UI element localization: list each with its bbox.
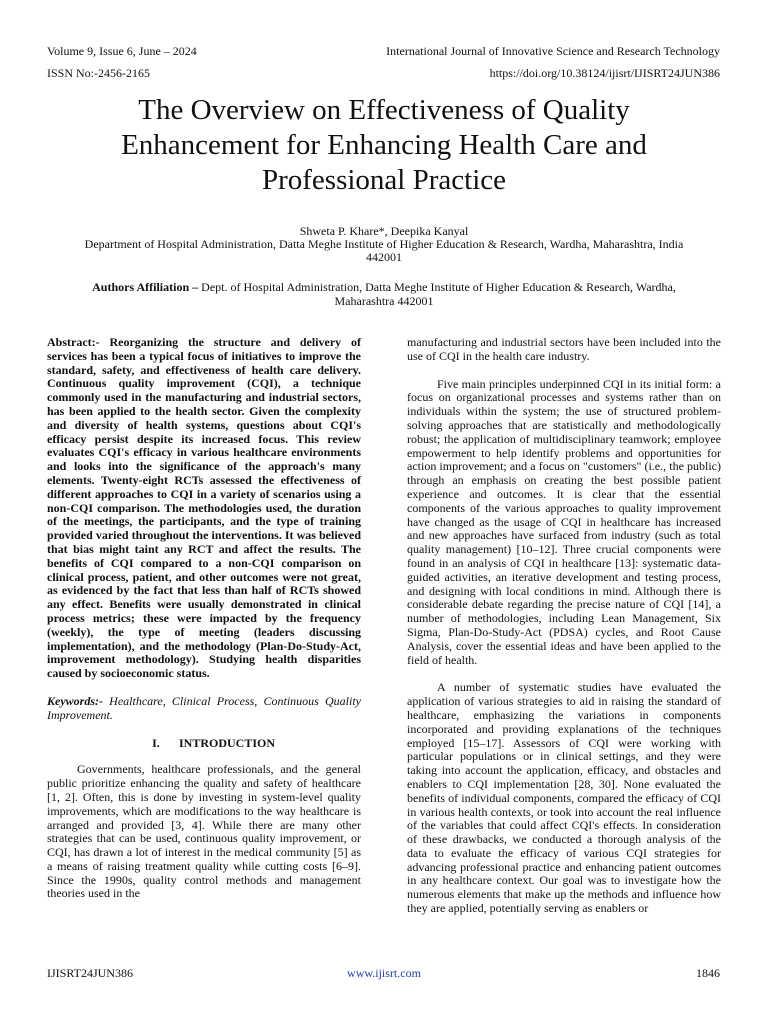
section-heading (47, 737, 361, 751)
abstract: Abstract:- Reorganizing the structure and delivery of services has been a typical focus of initiatives to improve the standard, safety, and effectiveness of health care delivery. Continuous quality improvement (CQI), a technique commonly used in the manufacturing and industrial sectors, has been applied to the health sector. Given the complexity and diversity of health systems, questions about CQI's efficacy persist despite its increased focus. This review evaluates CQI's efficacy in various healthcare environments and looks into the significance of the approach's many elements. Twenty-eight RCTs assessed the effectiveness of different approaches to CQI in a variety of scenarios using a non-CQI comparison. The methodologies used, the duration of the meetings, the participants, and the type of training provided varied throughout the interventions. It was believed that bias might taint any RCT and affect the results. The benefits of CQI compared to a non-CQI comparison on clinical process, patient, and other outcomes were not great, as evidenced by the fact that less than half of RCTs showed any effect. Benefits were usually demonstrated in clinical process metrics; these were impacted by the frequency (weekly), the type of meeting (leaders discussing implementation), and the methodology (Plan-Do-Study-Act, improvement methodology). Studying health disparities caused by socioeconomic status. (47, 335, 361, 681)
intro-paragraph-2: Five main principles underpinned CQI in its initial form: a focus on organizational processes and systems rather than on individuals within the system; the use of structured problem-solving approaches that are statistically and methodologically robust; the application of multidisciplinary teamwork; employee empowerment to help identify problems and opportunities for action improvement; and a focus on "customers" (i.e., the public) through an emphasis on creating the best possible patient experience and outcomes. It is clear that the essential components of the various approaches to quality improvement have changed as the usage of CQI in healthcare has increased and new approaches have surfaced from industry (such as total quality management) [10–12]. Three crucial components were found in an analysis of CQI in healthcare [13]: systematic data-guided activities, an iterative development and testing process, and designing with local conditions in mind. Although there is considerable debate regarding the precise nature of CQI [14], a number of methodologies, including Lean Management, Six Sigma, Plan-Do-Study-Act (PDSA) cycles, and Root Cause Analysis, cover the essential ideas and have been applied to the field of health. (407, 376, 721, 667)
doi-link[interactable]: https://doi.org/10.38124/ijisrt/IJISRT24JUN386 (489, 66, 720, 80)
keywords-text: Healthcare, Clinical Process, Continuous Quality Improvement. (47, 693, 361, 722)
affiliation-line-1 (40, 280, 728, 294)
affiliation-label: Authors Affiliation – (92, 280, 199, 294)
department: Department of Hospital Administration, Datta Meghe Institute of Higher Education & Research, Wardha, Maharashtra, India (84, 237, 684, 251)
keywords-label: Keywords:- (47, 693, 103, 708)
section-number: I. (152, 735, 160, 750)
section-title: INTRODUCTION (178, 735, 275, 750)
intro-paragraph-1-cont: manufacturing and industrial sectors have been included into the use of CQI in the health care industry. (407, 335, 721, 363)
footer-paper-id: IJISRT24JUN386 (47, 966, 133, 980)
page-number: 1846 (696, 966, 720, 980)
footer-website-link[interactable]: www.ijisrt.com (347, 966, 421, 980)
intro-paragraph-3: A number of systematic studies have evaluated the application of various strategies to aid in raising the standard of healthcare, emphasizing the variations in components incorporated and providing explanations of the techniques employed [15–17]. Assessors of CQI were working with particular populations or in clinical settings, and they were taking into account the application, efficacy, and obstacles and enablers to CQI implementation [28, 30]. None evaluated the benefits of individual components, compared the efficacy of CQI in various health contexts, or took into account the real influence of the variables that could affect CQI's effects. In consideration of these drawbacks, we conducted a thorough analysis of the data to evaluate the efficacy of various CQI strategies for advancing professional practice and enhancing patient outcomes in any healthcare context. Our goal was to investigate how the numerous elements that make up the methods and influence how they are applied, potentially serving as enablers or (407, 680, 721, 916)
right-column (407, 336, 721, 916)
affiliation-text: Dept. of Hospital Administration, Datta Meghe Institute of Higher Education & Research, Wardha, (201, 280, 676, 294)
left-column (47, 336, 361, 901)
journal-issn: ISSN No:-2456-2165 (47, 66, 151, 80)
department-pin: 442001 (366, 250, 402, 264)
keywords (47, 695, 361, 723)
paper-title: The Overview on Effectiveness of Quality Enhancement for Enhancing Health Care and Professional Practice (121, 94, 647, 196)
journal-name: International Journal of Innovative Science and Research Technology (386, 44, 720, 58)
affiliation-line-2: Maharashtra 442001 (334, 294, 434, 308)
intro-paragraph-1: Governments, healthcare professionals, and the general public prioritize enhancing the quality and safety of healthcare [1, 2]. Often, this is done by investing in system-level quality improvements, which are modifications to the way healthcare is arranged and provided [3, 4]. While there are many other strategies that can be used, continuous quality improvement, or CQI, has drawn a lot of interest in the medical community [5] as a means of raising treatment quality while cutting costs [6–9]. Since the 1990s, quality control methods and management theories used in the (47, 762, 361, 901)
journal-volume: Volume 9, Issue 6, June – 2024 (47, 44, 197, 58)
author-list: Shweta P. Khare*, Deepika Kanyal (299, 224, 469, 238)
